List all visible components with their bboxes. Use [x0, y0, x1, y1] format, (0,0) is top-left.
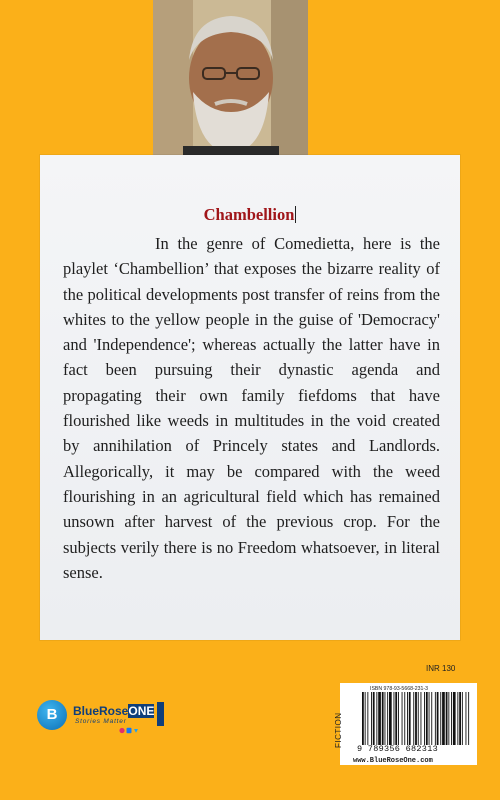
synopsis-paragraph: In the genre of Comedietta, here is the playlet ‘Chambellion’ that exposes the bizarre reality of the political developments post transfer of reins from the whites to the yellow people in the guise of 'Democracy' and 'Independence'; whereas actually the latter have in fact been pursuing their dynastic agenda and propagating their own family fiefdoms that have flourished like weeds in multitudes in the void created by annihilation of Princely states and Landlords. Allegorically, it may be compared with the weed flourishing in an agricultural field which has remained unsown after harvest of the previous crop. For the subjects verily there is no Freedom whatsoever, in literal sense.	[63, 234, 440, 582]
publisher-website: www.BlueRoseOne.com	[353, 757, 433, 765]
isbn-digits: 9 789356 682313	[357, 744, 439, 754]
barcode-bar	[453, 692, 456, 745]
barcode-bar	[442, 692, 445, 745]
barcode-bar	[407, 692, 408, 745]
synopsis-text	[63, 231, 440, 585]
barcode	[362, 692, 470, 745]
barcode-bar	[451, 692, 452, 745]
barcode-bar	[398, 692, 399, 745]
barcode-bar	[426, 692, 428, 745]
barcode-bar	[437, 692, 439, 745]
barcode-bar	[373, 692, 375, 745]
barcode-bar	[378, 692, 381, 745]
author-photo	[153, 0, 308, 157]
barcode-bar	[415, 692, 417, 745]
barcode-bar	[394, 692, 395, 745]
barcode-bar	[385, 692, 386, 745]
isbn-label: ISBN 978-93-5668-231-3	[370, 686, 428, 692]
book-title	[40, 205, 460, 225]
publisher-name	[73, 704, 154, 718]
barcode-bar	[409, 692, 411, 745]
barcode-bar	[421, 692, 422, 745]
genre-label: FICTION	[334, 712, 343, 748]
barcode-bar	[468, 692, 469, 745]
barcode-bar	[418, 692, 419, 745]
social-icons	[119, 727, 139, 736]
barcode-bar	[376, 692, 377, 745]
barcode-bar	[402, 692, 403, 745]
publisher-badge	[157, 702, 164, 726]
barcode-bar	[466, 692, 467, 745]
price-label: INR 130	[426, 664, 456, 673]
publisher-name-part2: ONE	[128, 704, 155, 718]
publisher-logo-letter: B	[46, 706, 58, 723]
social-icons-svg	[119, 727, 139, 734]
barcode-bar	[462, 692, 463, 745]
text-cursor	[295, 206, 296, 223]
author-photo-illustration	[153, 0, 308, 157]
barcode-bar	[362, 692, 364, 745]
publisher-tagline: Stories Matter	[75, 718, 127, 725]
barcode-bar	[424, 692, 425, 745]
barcode-bar	[367, 692, 368, 745]
barcode-bar	[395, 692, 397, 745]
barcode-bar	[459, 692, 461, 745]
barcode-bar	[440, 692, 441, 745]
barcode-bar	[365, 692, 366, 745]
barcode-bar	[404, 692, 405, 745]
publisher-name-part1: BlueRose	[73, 704, 129, 718]
book-title-text: Chambellion	[203, 205, 295, 224]
barcode-bar	[431, 692, 432, 745]
barcode-bar	[429, 692, 430, 745]
barcode-bar	[371, 692, 372, 745]
barcode-bar	[413, 692, 414, 745]
publisher-logo	[37, 700, 167, 740]
barcode-bar	[389, 692, 392, 745]
barcode-bar	[457, 692, 458, 745]
barcode-bar	[446, 692, 448, 745]
synopsis-panel	[40, 155, 460, 640]
barcode-bar	[435, 692, 436, 745]
barcode-bar	[387, 692, 388, 745]
barcode-bar	[448, 692, 449, 745]
barcode-bar	[382, 692, 384, 745]
